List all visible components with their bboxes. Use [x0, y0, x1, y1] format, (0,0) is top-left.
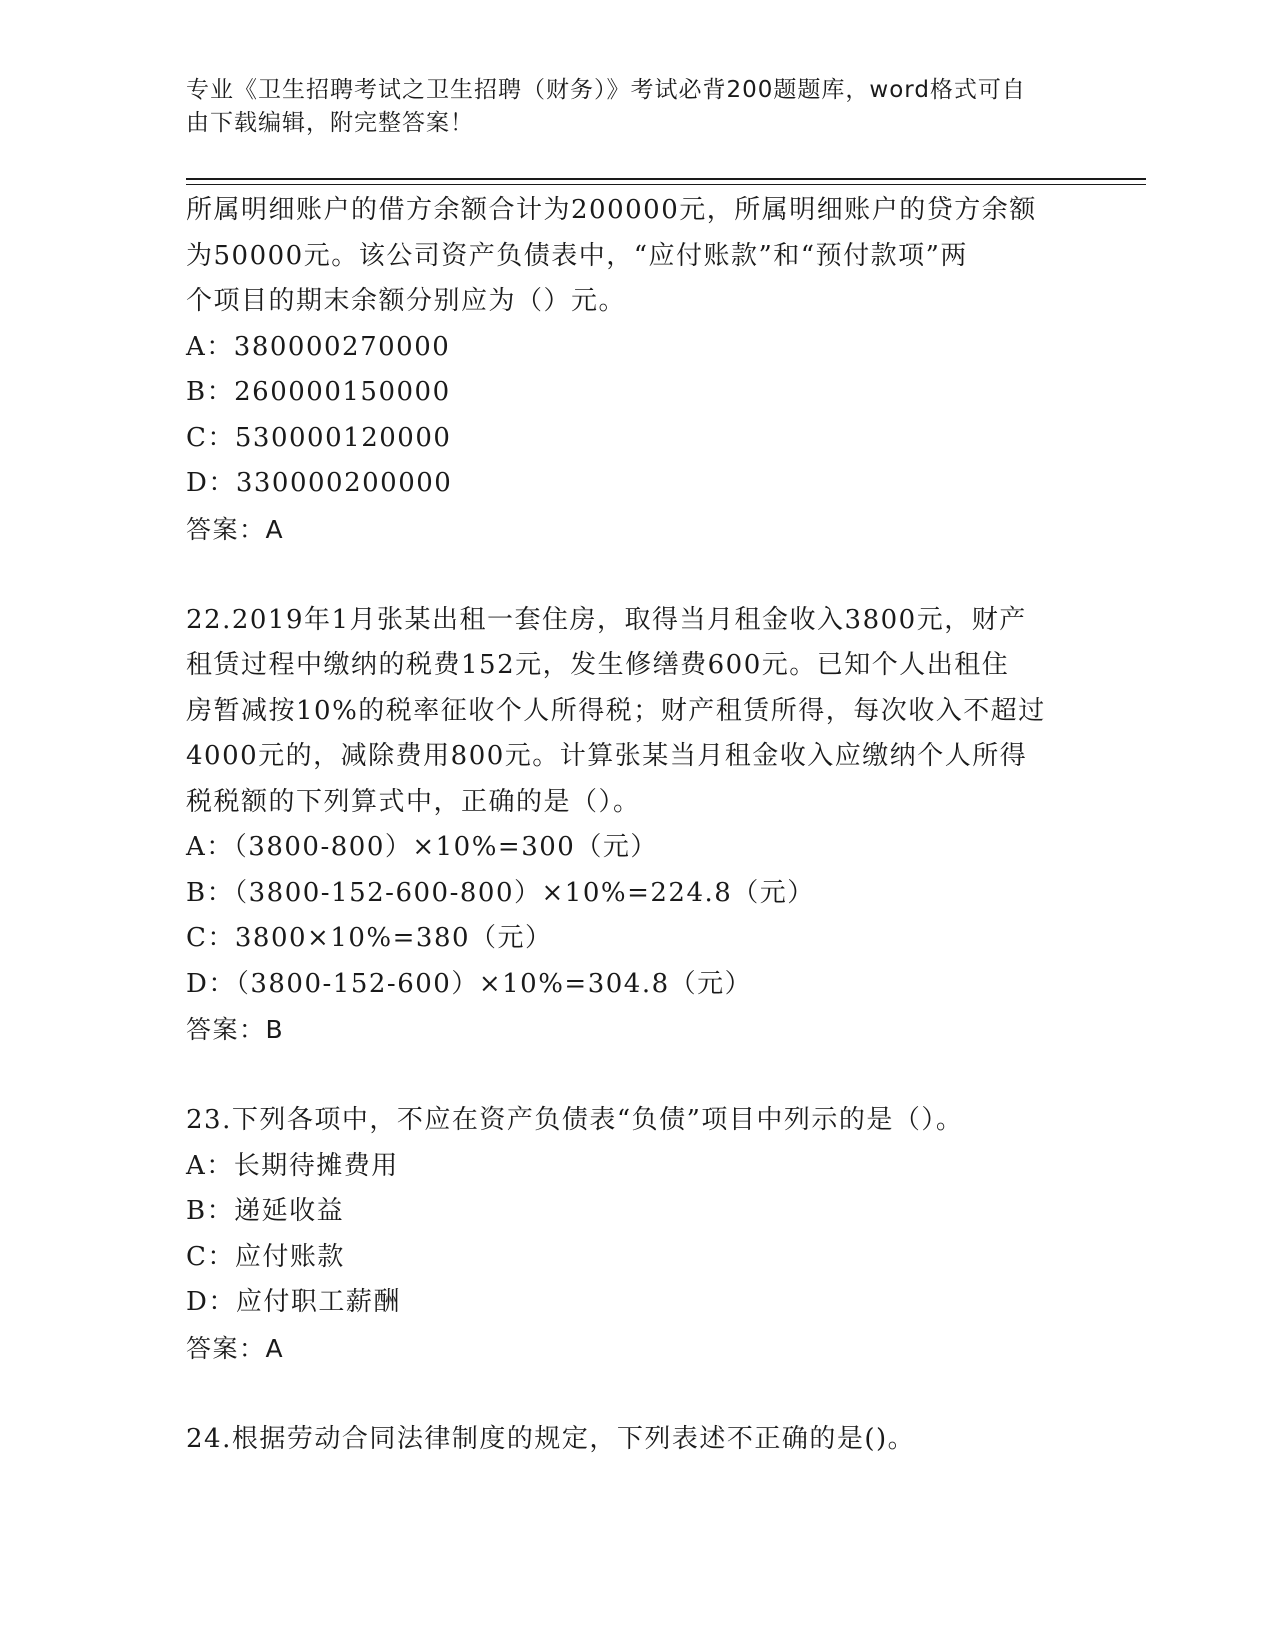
document-body	[186, 188, 1086, 1462]
option-c: C：3800×10%=380（元）	[186, 923, 553, 953]
option-a: A：380000270000	[186, 331, 451, 362]
answer: 答案：B	[186, 1015, 285, 1044]
document-header	[186, 74, 1066, 140]
option-d: D：（3800-152-600）×10%=304.8（元）	[186, 968, 753, 999]
option-a: A：长期待摊费用	[186, 1150, 399, 1181]
option-c: C：应付账款	[186, 1241, 345, 1272]
option-b: B：260000150000	[186, 377, 451, 407]
question-stem-line: 个项目的期末余额分别应为（）元。	[186, 286, 627, 316]
option-a: A：（3800-800）×10%=300（元）	[186, 832, 658, 862]
question-24	[186, 1417, 1086, 1463]
question-stem-line: 所属明细账户的借方余额合计为200000元，所属明细账户的贷方余额	[186, 195, 1037, 225]
question-stem-line: 房暂减按10%的税率征收个人所得税；财产租赁所得，每次收入不超过	[186, 695, 1046, 726]
header-line-1: 专业《卫生招聘考试之卫生招聘（财务）》考试必背200题题库，word格式可自	[186, 77, 1026, 103]
answer: 答案：A	[186, 1333, 285, 1363]
header-rule-thin	[186, 184, 1146, 185]
question-21	[186, 188, 1086, 552]
question-stem-line: 23.下列各项中，不应在资产负债表“负债”项目中列示的是（）。	[186, 1105, 964, 1135]
header-rule-thick	[186, 178, 1146, 180]
question-stem-line: 22.2019年1月张某出租一套住房，取得当月租金收入3800元，财产	[186, 604, 1027, 635]
option-d: D：330000200000	[186, 468, 453, 498]
question-stem-line: 4000元的，减除费用800元。计算张某当月租金收入应缴纳个人所得	[186, 741, 1028, 771]
option-d: D：应付职工薪酬	[186, 1287, 401, 1317]
question-23	[186, 1098, 1086, 1371]
answer: 答案：A	[186, 514, 285, 544]
question-22	[186, 598, 1086, 1053]
option-c: C：530000120000	[186, 422, 452, 453]
question-stem-line: 租赁过程中缴纳的税费152元，发生修缮费600元。已知个人出租住	[186, 650, 1010, 680]
header-line-2: 由下载编辑，附完整答案！	[186, 110, 474, 136]
question-stem-line: 为50000元。该公司资产负债表中，“应付账款”和“预付款项”两	[186, 240, 968, 271]
question-stem-line: 税税额的下列算式中，正确的是（）。	[186, 786, 641, 817]
option-b: B：递延收益	[186, 1196, 345, 1226]
question-stem-line: 24.根据劳动合同法律制度的规定，下列表述不正确的是()。	[186, 1423, 916, 1454]
option-b: B：（3800-152-600-800）×10%=224.8（元）	[186, 877, 815, 908]
